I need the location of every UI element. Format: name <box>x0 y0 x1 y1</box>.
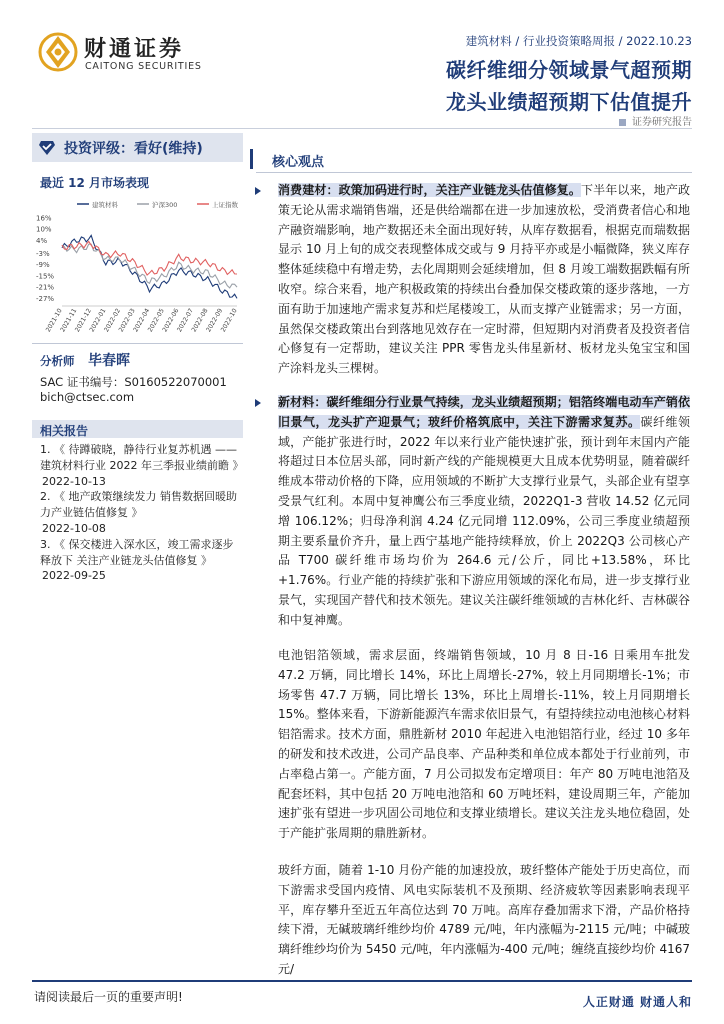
investment-rating <box>32 133 243 162</box>
y-tick-label: -3% <box>36 249 50 258</box>
report-type-label: 证券研究报告 <box>632 117 692 128</box>
core-views-title: 核心观点 <box>272 155 325 170</box>
x-tick-label: 2021-10 <box>44 307 64 334</box>
x-tick-label: 2022-09 <box>205 307 225 334</box>
chart-title: 最近 12 月市场表现 <box>40 176 150 190</box>
related-report-date: 2022-09-25 <box>42 569 106 583</box>
legend-label: 上证指数 <box>212 201 238 209</box>
analyst-label: 分析师 <box>40 354 75 368</box>
rating-text: 投资评级：看好(维持) <box>64 141 203 157</box>
paragraph-fiberglass: 玻纤方面，随着 1-10 月份产能的加速投放，玻纤整体产能处于历史高位，而下游需求受国内疫情、风电实际装机不及预期、经济疲软等因素影响表现平平，库存攀升至近五年高位达到 70 万吨。高库存叠加需求下滑，产品价格持续下滑，无碱玻璃纤维纱均价 4789 元/吨，年内涨幅为-2115 元/吨；中碱玻璃纤维纱均价为 5450 元/吨，年内涨幅为-400 元/吨；缠绕直接纱均价 4167 元/ <box>278 863 690 976</box>
x-tick-label: 2022-05 <box>146 307 166 334</box>
x-tick-label: 2022-01 <box>88 307 108 334</box>
related-reports-title: 相关报告 <box>40 424 89 438</box>
square-icon <box>619 119 626 126</box>
sidebar-divider <box>32 343 243 344</box>
legend-label: 沪深300 <box>152 201 178 209</box>
report-meta: 建筑材料 / 行业投资策略周报 / 2022.10.23 <box>465 34 692 48</box>
company-logo <box>38 30 213 78</box>
y-tick-label: -27% <box>36 294 55 303</box>
legend-label: 建筑材料 <box>92 201 118 209</box>
x-tick-label: 2022-07 <box>175 307 195 334</box>
footer-divider <box>32 980 692 982</box>
sac-number: SAC 证书编号：S0160522070001 <box>40 375 227 389</box>
x-tick-label: 2021-11 <box>59 307 79 334</box>
diamond-check-icon <box>38 139 56 157</box>
header-divider <box>32 128 692 129</box>
related-reports-header <box>32 420 243 438</box>
core-title-bar <box>250 149 253 169</box>
footer-disclaimer: 请阅读最后一页的重要声明! <box>34 990 183 1004</box>
caitong-logo-icon <box>38 32 78 72</box>
related-report-item[interactable]: 3. 《 保交楼进入深水区，竣工需求逐步释放下 关注产业链龙头估值修复 》 <box>40 537 234 567</box>
paragraph-new-materials <box>278 393 690 631</box>
paragraph-aluminum-foil: 电池铝箔领域，需求层面，终端销售领域，10 月 8 日-16 日乘用车批发 47.2 万辆，同比增长 14%，环比上周增长-27%，较上月同期增长-1%；市场零售 47.7 万辆，同比增长 13%，环比上周增长-11%，较上月同期增长 15%。整体来看，下游新能源汽车需求依旧景气，有望持续拉动电池核心材料铝箔需求。技术方面，鼎胜新材 2010 年起进入电池铝箔行业，经过 10 多年的研发和技术改进，公司产品良率、产品种类和单位成本都处于行业前列，市占率稳占第一。产能方面，7 月公司拟发布定增项目：年产 80 万吨电池箔及配套坯料，其中包括 20 万吨电池箔和 60 万吨坯料，建设周期三年，产能加速扩张有望进一步巩固公司地位和支撑业绩增长。建议关注龙头地位稳固，处于产能扩张周期的鼎胜新材。 <box>278 648 690 841</box>
x-tick-label: 2022-08 <box>190 307 210 334</box>
paragraph-headline: 新材料：碳纤维细分行业景气持续，龙头业绩超预期；铝箔终端电动车产销依旧景气，龙头扩产迎景气；玻纤价格筑底中，关注下游需求复苏。 <box>278 395 690 429</box>
analyst-name: 毕春晖 <box>88 353 130 369</box>
paragraph-consumer-materials <box>278 181 690 379</box>
footer-slogan: 人正财通 财通人和 <box>582 995 692 1009</box>
logo-chinese: 财通证券 <box>84 37 185 62</box>
x-tick-label: 2022-02 <box>103 307 123 334</box>
market-performance-chart <box>32 196 243 336</box>
x-tick-label: 2021-12 <box>73 307 93 334</box>
x-tick-label: 2022-10 <box>219 307 239 334</box>
y-tick-label: -21% <box>36 283 55 292</box>
related-report-date: 2022-10-13 <box>42 474 106 488</box>
logo-english: CAITONG SECURITIES <box>85 61 202 72</box>
y-tick-label: 4% <box>36 236 48 245</box>
report-title-line1: 碳纤维细分领域景气超预期 <box>446 58 692 82</box>
paragraph-headline: 消费建材：政策加码进行时，关注产业链龙头估值修复。 <box>278 183 582 197</box>
paragraph-text: 碳纤维领域，产能扩张进行时，2022 年以来行业产能快速扩张，预计到年末国内产能将超过日本位居头部，同时新产线的产能规模更大且成本优势明显，随着碳纤维成本带动价格的下降，应用领域的不断扩大支撑行业景气，头部企业有望享受景气红利。本周中复神鹰公布三季度业绩，2022Q1-3 营收 14.52 亿元同增 106.12%；归母净利润 4.24 亿元同增 112.09%，公司三季度业绩超预期主要系量价齐升，量上西宁基地产能持续释放，价上 2022Q3 公司核心产品 T700 碳纤维市场均价为 264.6 元/公斤，同比+13.58%，环比+1.76%。行业产能的持续扩张和下游应用领域的深化布局，进一步支撑行业景气，实现国产替代和技术领先。建议关注碳纤维领域的吉林化纤、吉林碳谷和中复神鹰。 <box>278 414 690 627</box>
x-tick-label: 2022-06 <box>161 307 181 334</box>
report-type <box>619 113 692 128</box>
analyst-email[interactable]: bich@ctsec.com <box>40 390 135 404</box>
related-report-date: 2022-10-08 <box>42 521 106 535</box>
bullet-icon <box>255 187 261 195</box>
y-tick-label: -9% <box>36 261 50 270</box>
related-report-item[interactable]: 2. 《 地产政策继续发力 销售数据回暖助力产业链估值修复 》 <box>40 490 237 520</box>
related-reports-list <box>40 442 244 584</box>
paragraph-text: 下半年以来，地产政策无论从需求端销售端，还是供给端都在进一步加速放松，受消费者信心和地产融资端影响，地产数据还未全面出现好转，从库存数据看，根据克而瑞数据显示 10 月上旬的成交表现整体成交或与 9 月持平亦或是小幅微降，狭义库存整体延续稳中有增走势，去化周期则会延续增加，但 8 月竣工端数据跌幅有所收窄。综合来看，地产积极政策的持续出台叠加保交楼政策的逐步落地，一方面有助于加速地产需求复苏和烂尾楼竣工，从而支撑产业链需求；另一方面，虽然保交楼政策出台到落地见效存在一定时滞，但短期内对消费者及投资者信心修复有一定帮助，建议关注 PPR 零售龙头伟星新材、板材龙头兔宝宝和国产涂料龙头三棵树。 <box>278 183 690 376</box>
y-tick-label: 16% <box>36 214 52 223</box>
report-title-line2: 龙头业绩超预期下估值提升 <box>446 90 692 114</box>
x-tick-label: 2022-03 <box>117 307 137 334</box>
y-tick-label: 10% <box>36 225 52 234</box>
related-report-item[interactable]: 1. 《 待蹲破晓，静待行业复苏机遇 —— 建筑材料行业 2022 年三季报业绩前瞻 》 <box>40 443 244 472</box>
x-tick-label: 2022-04 <box>132 307 152 334</box>
bullet-icon <box>255 399 261 407</box>
y-tick-label: -15% <box>36 272 55 281</box>
core-divider <box>256 172 692 173</box>
